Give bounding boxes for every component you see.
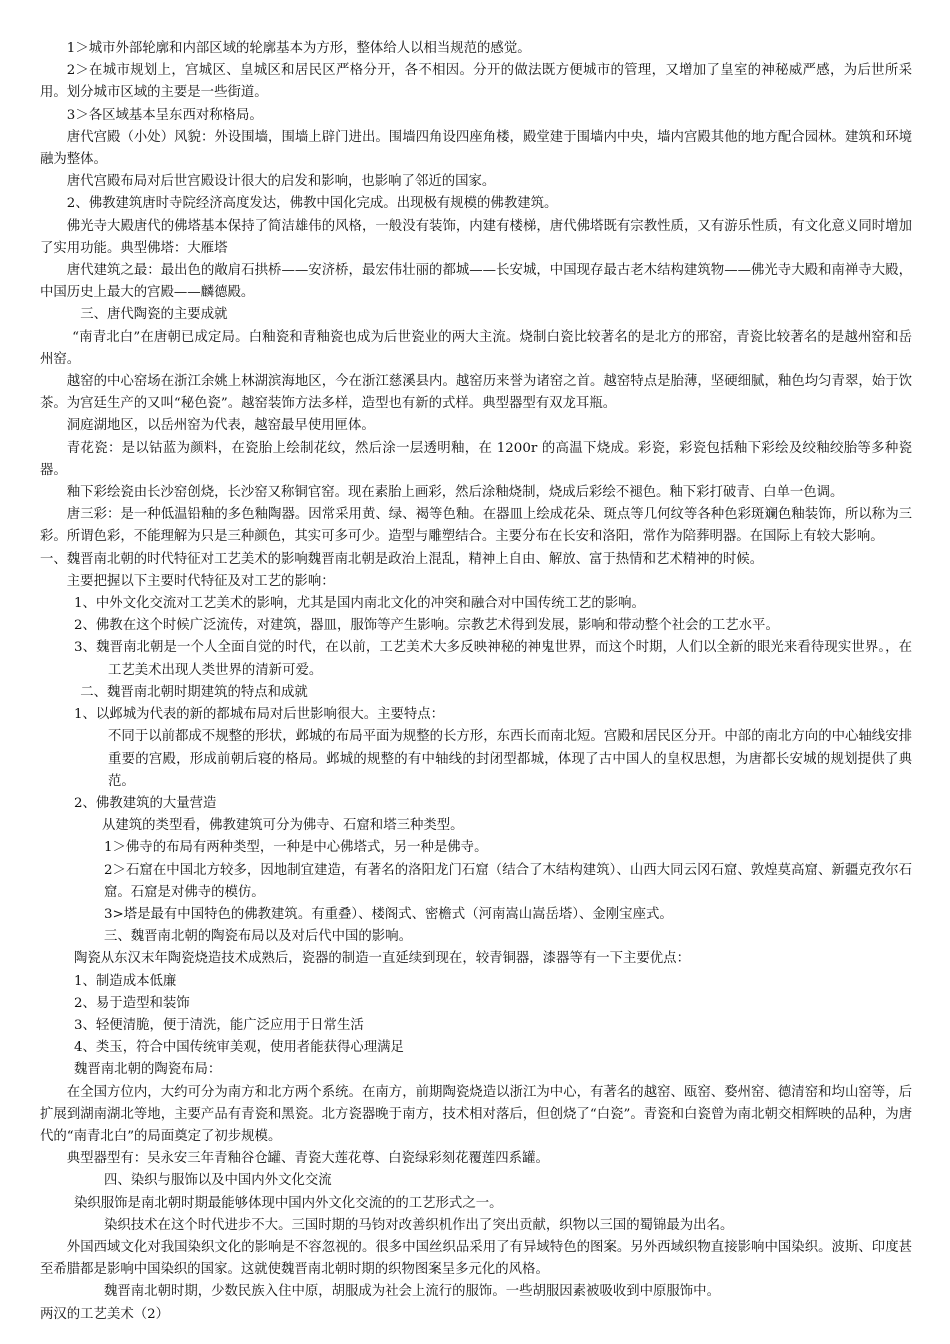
paragraph: 1、以邺城为代表的新的都城布局对后世影响很大。主要特点：: [74, 707, 445, 723]
paragraph: 染织服饰是南北朝时期最能够体现中国内外文化交流的的工艺形式之一。: [74, 1195, 503, 1211]
paragraph: 典型器型有：吴永安三年青釉谷仓罐、青瓷大莲花尊、白瓷绿彩刻花覆莲四系罐。: [66, 1151, 549, 1167]
paragraph: 2＞在城市规划上，宫城区、皇城区和居民区严格分开，各不相因。分开的做法既方便城市的管理，又增加了皇室的神秘威严感，为后世所采用。划分城市区域的主要是一些街道。: [40, 63, 912, 101]
paragraph: 唐代宫殿（小处）风貌：外设围墙，围墙上辟门进出。围墙四角设四座角楼，殿堂建于围墙内中央，墙内宫殿其他的地方配合园林。建筑和环境融为整体。: [40, 129, 912, 168]
paragraph: 主要把握以下主要时代特征及对工艺的影响：: [66, 573, 335, 589]
paragraph: 四、染织与服饰以及中国内外文化交流: [104, 1173, 332, 1189]
paragraph: 2、易于造型和装饰: [74, 995, 190, 1011]
paragraph: 从建筑的类型看，佛教建筑可分为佛寺、石窟和塔三种类型。: [102, 818, 464, 834]
paragraph: 3、轻便清脆，便于清洗，能广泛应用于日常生活: [74, 1017, 364, 1033]
paragraph: 三、魏晋南北朝的陶瓷布局以及对后代中国的影响。: [104, 929, 412, 945]
paragraph: 在全国方位内，大约可分为南方和北方两个系统。在南方，前期陶瓷烧造以浙江为中心，有著名的越窑、瓯窑、婺州窑、德清窑和均山窑等，后扩展到湖南湖北等地，主要产品有青瓷和黑瓷。北方瓷器晚于南方，技术相对落后，但创烧了“白瓷”。青瓷和白瓷曾为南北朝交相辉映的品种，为唐代的“南青北白”的局面奠定了初步规模。: [40, 1084, 912, 1144]
paragraph: 2＞石窟在中国北方较多，因地制宜建造，有著名的洛阳龙门石窟（结合了木结构建筑）、山西大同云冈石窟、敦煌莫高窟、新疆克孜尔石窟。石窟是对佛寺的模仿。: [104, 862, 912, 900]
paragraph: 1、中外文化交流对工艺美术的影响，尤其是国内南北文化的冲突和融合对中国传统工艺的影响。: [74, 596, 645, 612]
paragraph: 1、制造成本低廉: [74, 973, 177, 989]
paragraph: 1＞佛寺的布局有两种类型，一种是中心佛塔式，另一种是佛寺。: [104, 840, 488, 856]
paragraph: 3>塔是最有中国特色的佛教建筑。有重叠）、楼阁式、密檐式（河南嵩山嵩岳塔）、金刚宝座式。: [104, 906, 673, 922]
paragraph: 两汉的工艺美术（2）: [40, 1306, 170, 1322]
paragraph: 唐三彩：是一种低温铅釉的多色釉陶器。因常采用黄、绿、褐等色釉。在器皿上绘成花朵、斑点等几何纹等各种色彩斑斓色釉装饰，所以称为三彩。所谓色彩，不能理解为只是三种颜色，其实可多可少。造型与雕塑结合。主要分布在长安和洛阳，常作为陪葬明器。在国际上有较大影响。: [40, 507, 912, 545]
paragraph: 越窑的中心窑场在浙江余姚上林湖滨海地区，今在浙江慈溪县内。越窑历来誉为诸窑之首。越窑特点是胎薄，坚硬细腻，釉色均匀青翠，始于饮茶。为宫廷生产的又叫“秘色瓷”。越窑装饰方法多样，造型也有新的式样。典型器型有双龙耳瓶。: [40, 374, 912, 412]
paragraph: 唐代建筑之最：最出色的敞肩石拱桥——安济桥，最宏伟壮丽的都城——长安城，中国现存最古老木结构建筑物——佛光寺大殿和南禅寺大殿，中国历史上最大的宫殿——麟德殿。: [40, 263, 912, 301]
paragraph: 唐代宫殿布局对后世宫殿设计很大的启发和影响，也影响了邻近的国家。: [66, 174, 496, 190]
paragraph: 2、佛教建筑唐时寺院经济高度发达，佛教中国化完成。出现极有规模的佛教建筑。: [66, 196, 558, 212]
paragraph: 1＞城市外部轮廓和内部区域的轮廓基本为方形，整体给人以相当规范的感觉。: [66, 41, 531, 56]
paragraph: 染织技术在这个时代进步不大。三国时期的马钧对改善织机作出了突出贡献，织物以三国的蜀锦最为出名。: [104, 1217, 734, 1233]
paragraph: 3＞各区域基本呈东西对称格局。: [66, 107, 263, 123]
paragraph: 青花瓷：是以钴蓝为颜料，在瓷胎上绘制花纹，然后涂一层透明釉，在 1200r 的高温下烧成。彩瓷，彩瓷包括釉下彩绘及绞釉绞胎等多种瓷器。: [40, 440, 912, 478]
paragraph: 釉下彩绘瓷由长沙窑创烧，长沙窑又称铜官窑。现在素胎上画彩，然后涂釉烧制，烧成后彩绘不褪色。釉下彩打破青、白单一色调。: [66, 485, 844, 501]
paragraph: 2、佛教在这个时候广泛流传，对建筑，器皿，服饰等产生影响。宗教艺术得到发展，影响和带动整个社会的工艺水平。: [74, 618, 779, 634]
document-body: [40, 38, 912, 1326]
paragraph: 陶瓷从东汉末年陶瓷烧造技术成熟后，瓷器的制造一直延续到现在，较青铜器，漆器等有一下主要优点：: [74, 951, 690, 967]
paragraph: 4、类玉，符合中国传统审美观，使用者能获得心理满足: [74, 1040, 404, 1056]
paragraph: 不同于以前都成不规整的形状，邺城的布局平面为规整的长方形，东西长而南北短。宫殿和居民区分开。中部的南北方向的中心轴线安排重要的宫殿，形成前朝后寝的格局。邺城的规整的有中轴线的封闭型都城，体现了古中国人的皇权思想，为唐都长安城的规划提供了典范。: [108, 729, 912, 789]
paragraph: 外国西域文化对我国染织文化的影响是不容忽视的。很多中国丝织品采用了有异域特色的图案。另外西域织物直接影响中国染织。波斯、印度甚至希腊都是影响中国染织的国家。这就使魏晋南北朝时期的织物图案呈多元化的风格。: [40, 1239, 912, 1278]
paragraph: 2、佛教建筑的大量营造: [74, 795, 217, 811]
paragraph: 魏晋南北朝时期，少数民族入住中原，胡服成为社会上流行的服饰。一些胡服因素被吸收到中原服饰中。: [104, 1284, 720, 1300]
paragraph: 魏晋南北朝的陶瓷布局：: [74, 1062, 222, 1078]
paragraph: 二、魏晋南北朝时期建筑的特点和成就: [80, 684, 308, 700]
paragraph: 3、魏晋南北朝是一个人全面自觉的时代，在以前，工艺美术大多反映神秘的神鬼世界，而这个时期，人们以全新的眼光来看待现实世界。，在工艺美术出现人类世界的清新可爱。: [74, 640, 912, 678]
paragraph: 一、魏晋南北朝的时代特征对工艺美术的影响魏晋南北朝是政治上混乱，精神上自由、解放、富于热情和艺术精神的时候。: [40, 551, 764, 567]
paragraph: 洞庭湖地区，以岳州窑为代表，越窑最早使用匣体。: [66, 418, 375, 434]
paragraph: “南青北白”在唐朝已成定局。白釉瓷和青釉瓷也成为后世瓷业的两大主流。烧制白瓷比较著名的是北方的邢窑，青瓷比较著名的是越州窑和岳州窑。: [40, 329, 912, 367]
paragraph: 佛光寺大殿唐代的佛塔基本保持了简洁雄伟的风格，一般没有装饰，内建有楼梯，唐代佛塔既有宗教性质，又有游乐性质，有文化意义同时增加了实用功能。典型佛塔：大雁塔: [40, 218, 912, 256]
paragraph: 三、唐代陶瓷的主要成就: [80, 307, 228, 323]
